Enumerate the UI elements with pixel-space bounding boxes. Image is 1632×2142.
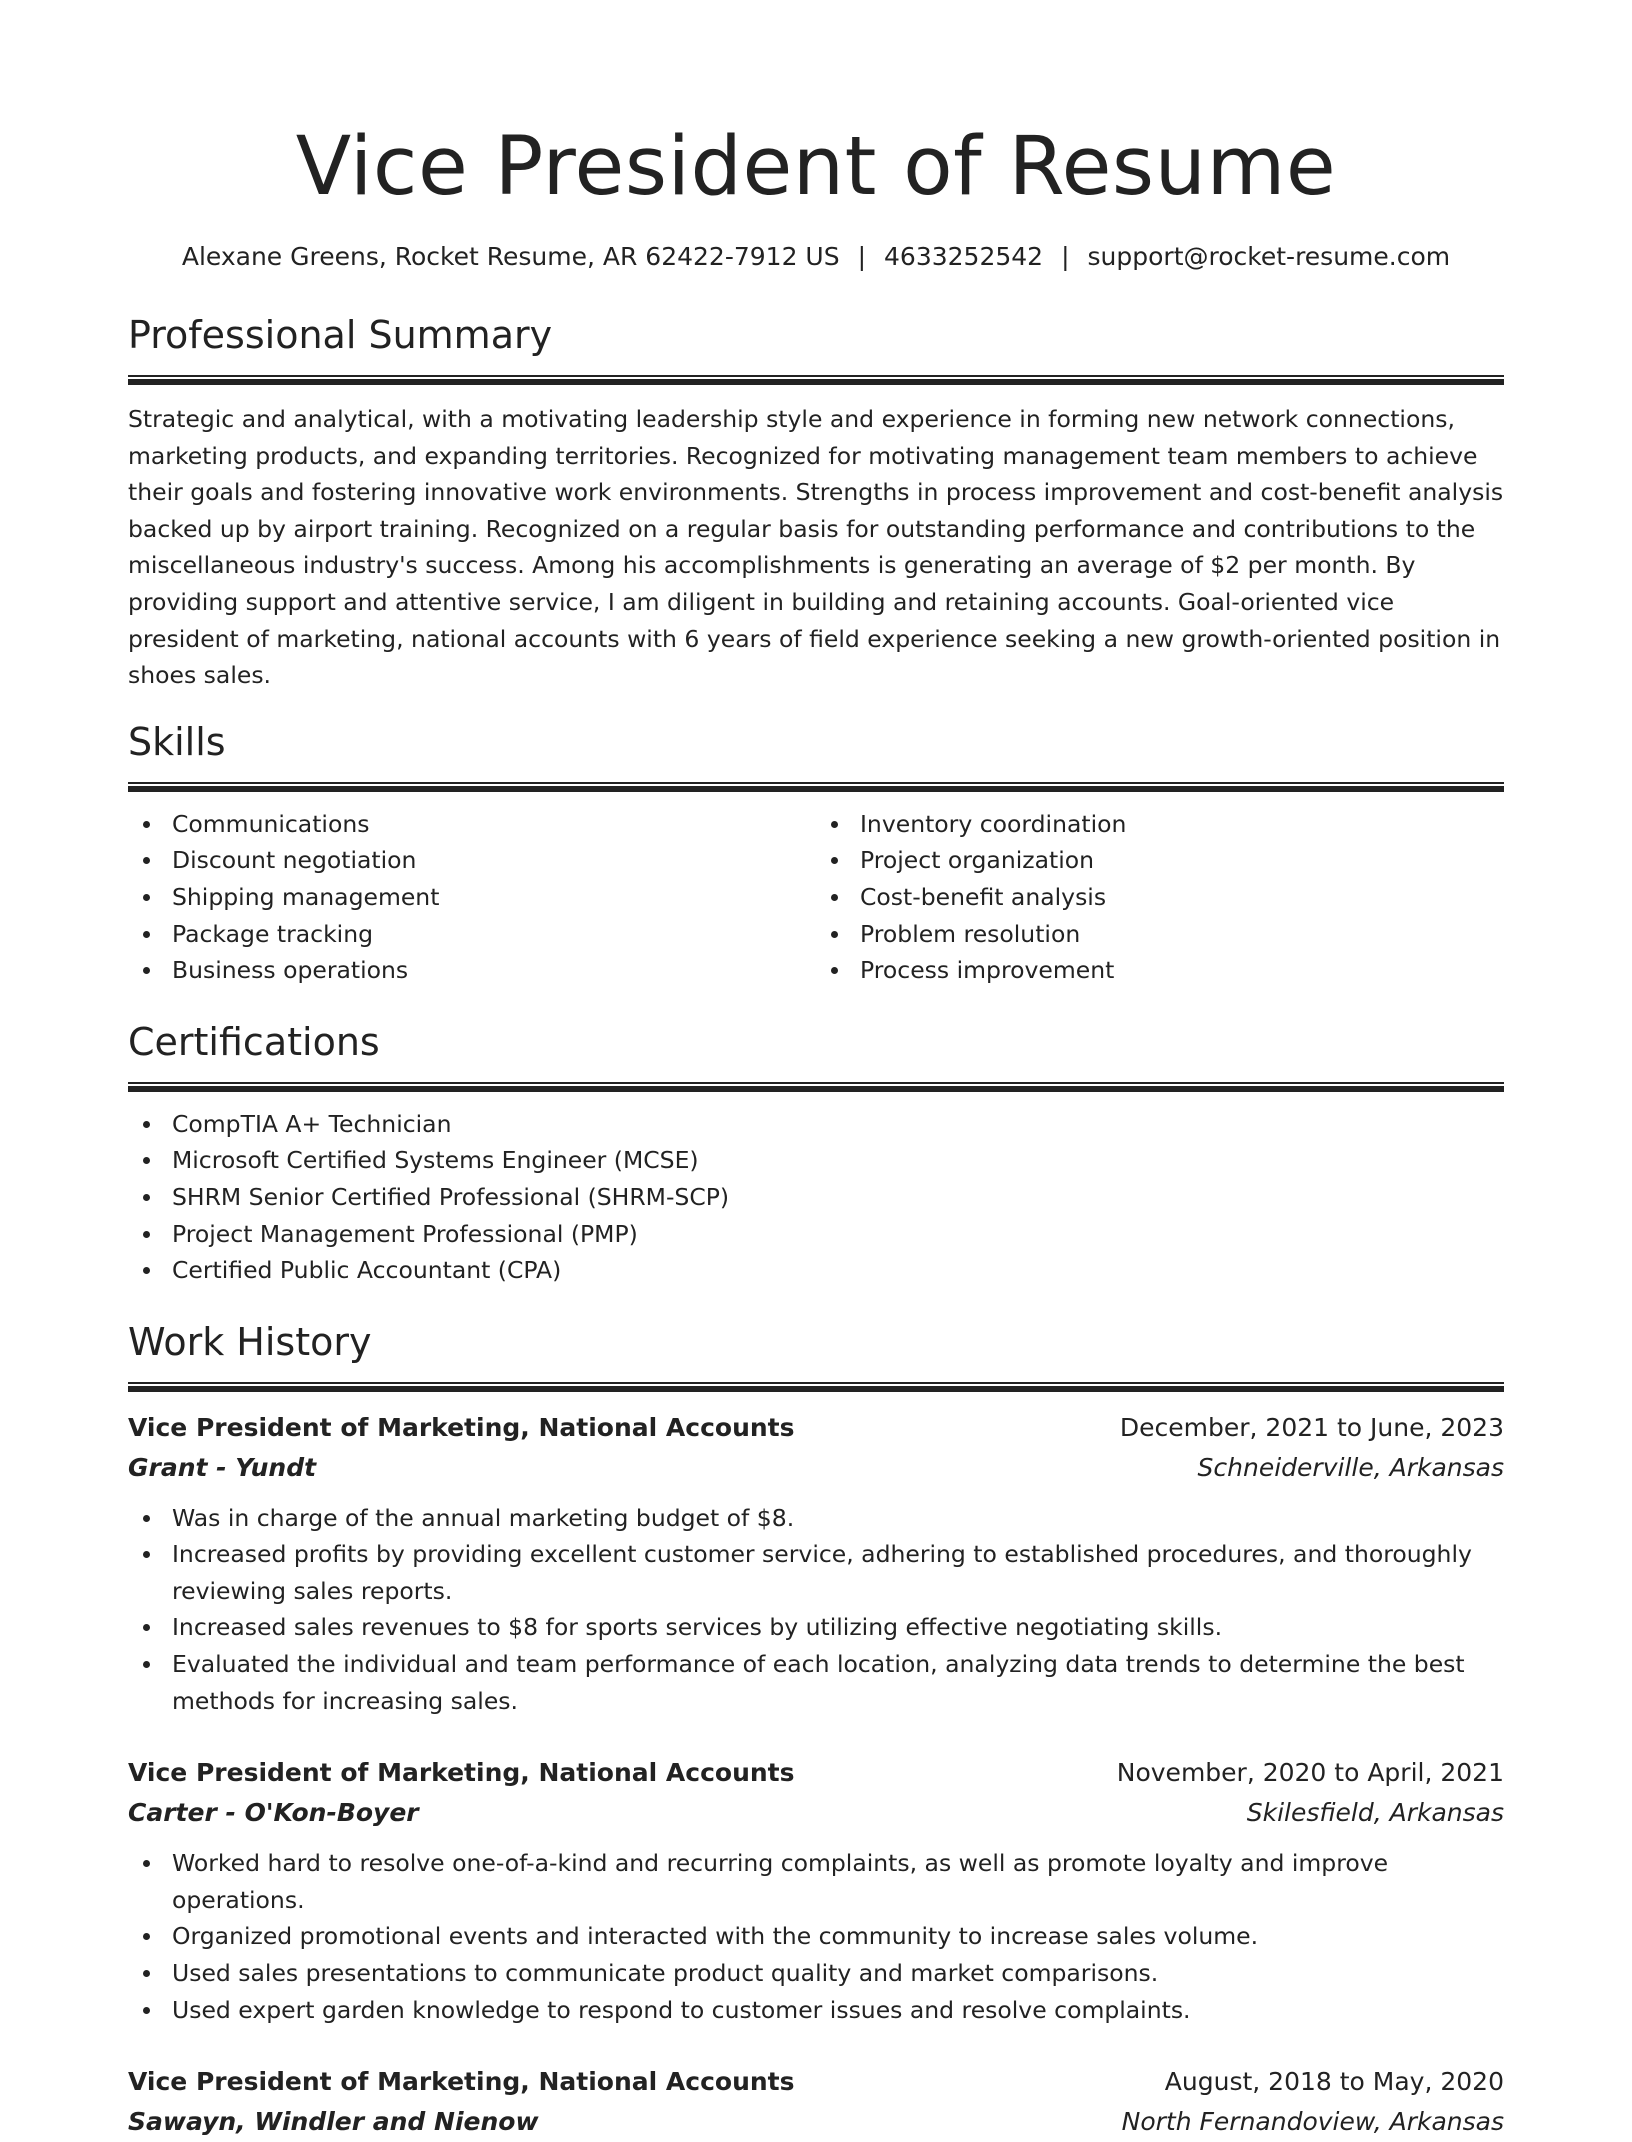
skill-item: Package tracking [128, 916, 816, 953]
summary-section [128, 313, 1504, 694]
job-dates: December, 2021 to June, 2023 [1119, 1412, 1504, 1442]
certifications-section [128, 1019, 1504, 1289]
job-company: Carter - O'Kon-Boyer [128, 1798, 419, 1828]
skills-list-left [128, 806, 816, 989]
job-location: Schneiderville, Arkansas [1197, 1452, 1504, 1482]
certification-item: SHRM Senior Certified Professional (SHRM-SCP) [128, 1179, 1504, 1216]
contact-email: support@rocket-resume.com [1087, 242, 1451, 271]
work-history-heading: Work History [128, 1319, 372, 1364]
contact-address: Alexane Greens, Rocket Resume, AR 62422-7912 US [181, 242, 840, 271]
job-duty: Increased profits by providing excellent customer service, adhering to established procedures, and thoroughly reviewing sales reports. [128, 1536, 1504, 1609]
summary-heading: Professional Summary [128, 313, 553, 357]
job-dates: November, 2020 to April, 2021 [1116, 1758, 1504, 1788]
skill-item: Discount negotiation [128, 842, 816, 879]
job-entry [128, 1753, 1504, 2028]
job-entry [128, 1408, 1504, 1720]
job-title: Vice President of Marketing, National Accounts [128, 2067, 795, 2097]
section-divider [128, 782, 1504, 792]
certifications-list [128, 1106, 1504, 1289]
job-company: Grant - Yundt [128, 1452, 317, 1482]
job-subheader-row [128, 1448, 1504, 1488]
certification-item: Certified Public Accountant (CPA) [128, 1252, 1504, 1289]
summary-text: Strategic and analytical, with a motivating leadership style and experience in forming new network connections, marketing products, and expanding territories. Recognized for motivating management team members to achieve their goals and fostering innovative work environments. Strengths in process improvement and cost-benefit analysis backed up by airport training. Recognized on a regular basis for outstanding performance and contributions to the miscellaneous industry's success. Among his accomplishments is generating an average of $2 per month. By providing support and attentive service, I am diligent in building and retaining accounts. Goal-oriented vice president of marketing, national accounts with 6 years of field experience seeking a new growth-oriented position in shoes sales. [128, 405, 1504, 690]
skill-item: Business operations [128, 952, 816, 989]
skill-item: Shipping management [128, 879, 816, 916]
job-duty: Increased sales revenues to $8 for sports services by utilizing effective negotiating skills. [128, 1609, 1504, 1646]
certifications-heading: Certifications [128, 1019, 380, 1064]
job-location: North Fernandoview, Arkansas [1121, 2107, 1504, 2137]
certification-item: Microsoft Certified Systems Engineer (MCSE) [128, 1142, 1504, 1179]
certification-item: CompTIA A+ Technician [128, 1106, 1504, 1143]
job-company: Sawayn, Windler and Nienow [128, 2107, 539, 2137]
skills-list-right [816, 806, 1504, 989]
certification-item: Project Management Professional (PMP) [128, 1216, 1504, 1253]
job-duty: Was in charge of the annual marketing budget of $8. [128, 1500, 1504, 1537]
job-duties-list [128, 1845, 1504, 2028]
job-duties-list [128, 1500, 1504, 1720]
skill-item: Inventory coordination [816, 806, 1504, 843]
skills-heading: Skills [128, 719, 226, 764]
job-header-row [128, 1408, 1504, 1448]
skill-item: Problem resolution [816, 916, 1504, 953]
section-divider [128, 1382, 1504, 1392]
job-title: Vice President of Marketing, National Accounts [128, 1758, 795, 1788]
job-title: Vice President of Marketing, National Accounts [128, 1412, 795, 1442]
job-duty: Used sales presentations to communicate product quality and market comparisons. [128, 1955, 1504, 1992]
job-duty: Used expert garden knowledge to respond to customer issues and resolve complaints. [128, 1992, 1504, 2029]
skill-item: Project organization [816, 842, 1504, 879]
work-history-section [128, 1319, 1504, 2142]
job-subheader-row [128, 2102, 1504, 2142]
skill-item: Process improvement [816, 952, 1504, 989]
contact-line [128, 242, 1504, 271]
resume-title: Vice President of Resume [295, 120, 1337, 214]
job-duty: Organized promotional events and interacted with the community to increase sales volume. [128, 1918, 1504, 1955]
skills-section [128, 719, 1504, 989]
skills-grid [128, 806, 1504, 989]
skill-item: Communications [128, 806, 816, 843]
job-duty: Evaluated the individual and team performance of each location, analyzing data trends to determine the best methods for increasing sales. [128, 1646, 1504, 1719]
job-dates: August, 2018 to May, 2020 [1164, 2067, 1504, 2097]
contact-separator: | [1061, 242, 1070, 271]
job-location: Skilesfield, Arkansas [1246, 1798, 1504, 1828]
contact-phone: 4633252542 [884, 242, 1044, 271]
contact-separator: | [857, 242, 867, 271]
job-subheader-row [128, 1793, 1504, 1833]
job-header-row [128, 1753, 1504, 1793]
section-divider [128, 375, 1504, 385]
job-duty: Worked hard to resolve one-of-a-kind and recurring complaints, as well as promote loyalty and improve operations. [128, 1845, 1504, 1918]
job-header-row [128, 2062, 1504, 2102]
section-divider [128, 1082, 1504, 1092]
job-entry [128, 2062, 1504, 2142]
skill-item: Cost-benefit analysis [816, 879, 1504, 916]
